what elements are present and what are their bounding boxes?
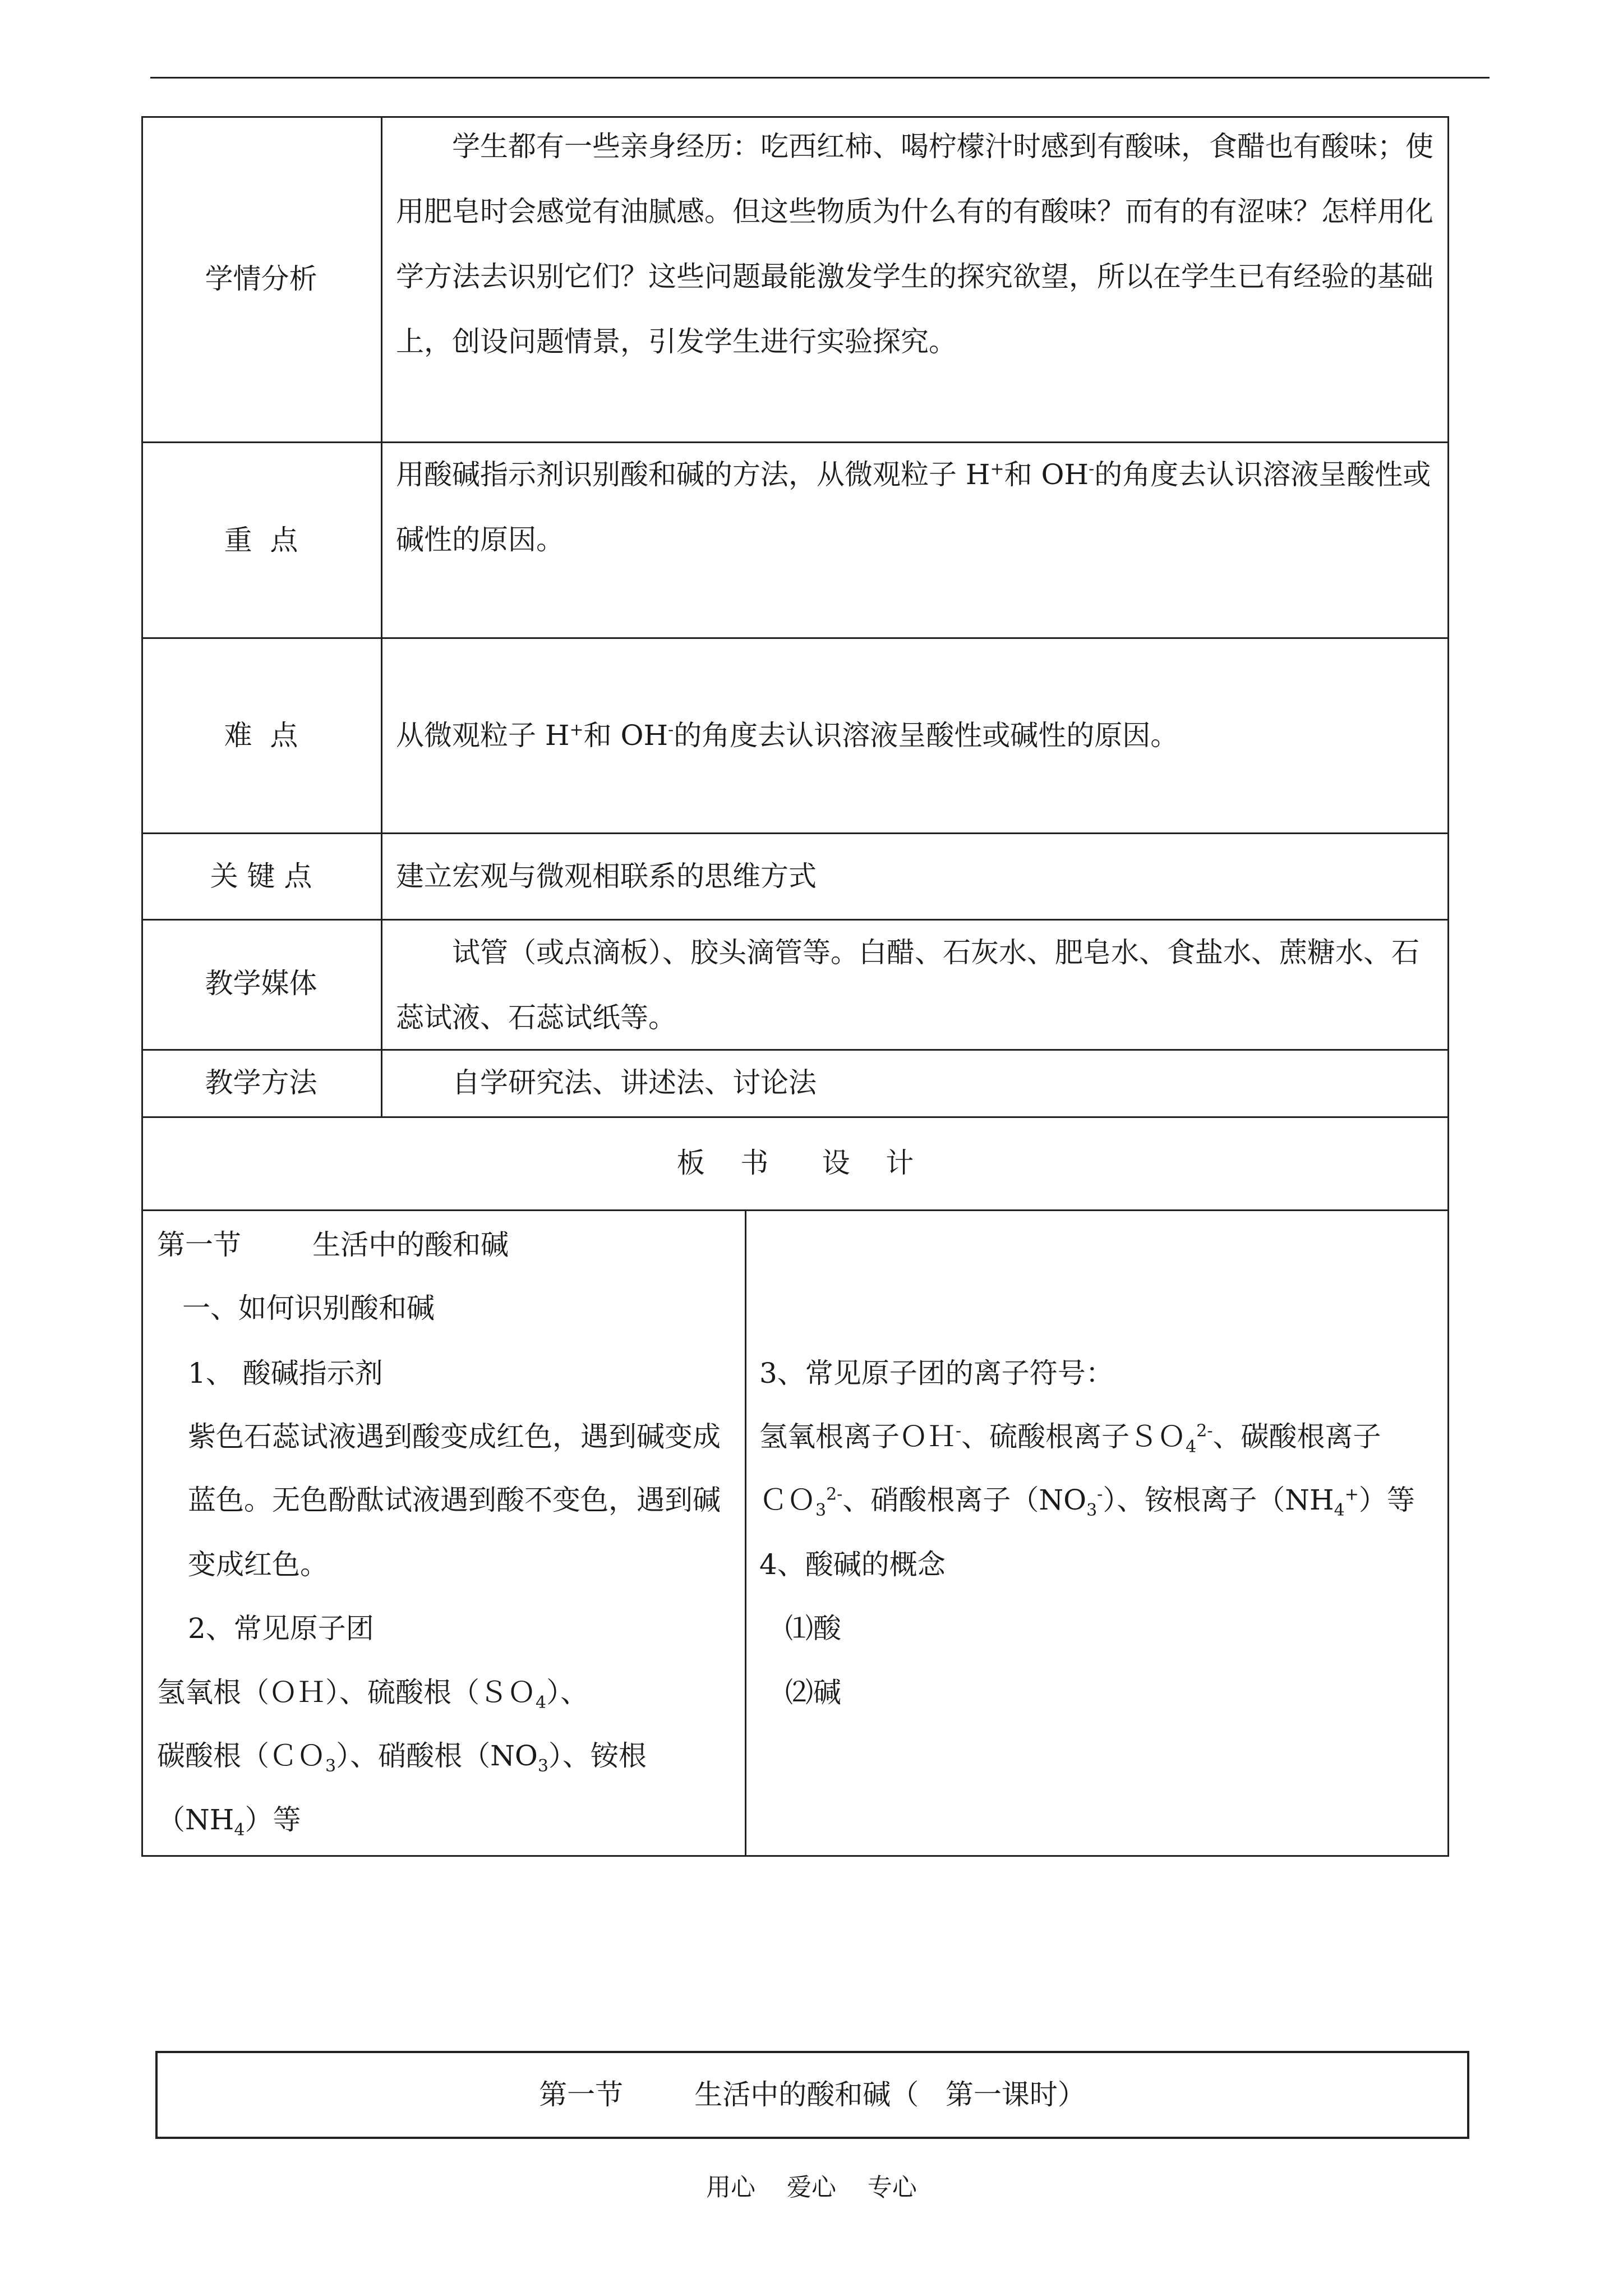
row-label-key-point: 重 点 — [224, 524, 298, 556]
board-left-line: 碳酸根（ＣＯ$_3$）、硝酸根$(NO_3)$、铵根 — [157, 1740, 647, 1776]
difficulty-text: 从微观粒子 H+和 OH-的角度去认识溶液呈酸性或碱性的原因。 — [396, 719, 1179, 752]
row-label-difficulty: 难 点 — [224, 719, 298, 752]
key-concept-text: 建立宏观与微观相联系的思维方式 — [396, 860, 817, 892]
board-left-line: 2、常见原子团 — [188, 1612, 374, 1645]
board-right-line: 氢氧根离子ＯＨ-、硫酸根离子ＳＯ$_4^{2-}$、碳酸根离子 — [759, 1420, 1381, 1457]
row-divider — [141, 637, 1449, 639]
board-column-divider — [745, 1209, 746, 1857]
board-left-line: 蓝色。无色酚酞试液遇到酸不变色，遇到碱 — [188, 1484, 721, 1516]
board-right-line: ⑴酸 — [785, 1612, 841, 1645]
row-label-key-concept: 关 键 点 — [210, 860, 312, 892]
key-point-text: 用酸碱指示剂识别酸和碱的方法，从微观粒子 H+和 OH-的角度去认识溶液呈酸性或碱性的原因。 — [396, 458, 1431, 556]
board-left-line: $(NH_4)$等 — [157, 1803, 301, 1840]
board-left-line: 第一节 生活中的酸和碱 — [157, 1228, 509, 1261]
page-footer: 用心 爱心 专心 — [706, 2173, 917, 2202]
row-divider — [141, 832, 1449, 834]
board-right-line: 3、常见原子团的离子符号： — [759, 1357, 1114, 1389]
board-left-line: 一、如何识别酸和碱 — [182, 1292, 435, 1324]
row-divider — [141, 1209, 1449, 1211]
board-left-line: 1、 酸碱指示剂 — [188, 1357, 383, 1389]
board-left-line: 紫色石蕊试液遇到酸变成红色，遇到碱变成 — [188, 1420, 721, 1453]
board-right-line: ⑵碱 — [785, 1676, 841, 1709]
row-label-media: 教学媒体 — [205, 967, 317, 1000]
section-title: 第一节 生活中的酸和碱（ 第一课时） — [539, 2078, 1086, 2111]
board-right-line: 4、酸碱的概念 — [759, 1548, 946, 1581]
board-design-title: 板 书 设 计 — [676, 1147, 914, 1179]
row-label-method: 教学方法 — [205, 1066, 317, 1099]
row-divider — [141, 1116, 1449, 1118]
situation-text: 学生都有一些亲身经历：吃西红柿、喝柠檬汁时感到有酸味，食醋也有酸味；使用肥皂时会感觉有油腻感。但这些物质为什么有的有酸味？而有的有涩味？怎样用化学方法去识别它们？这些问题最能激发学生的探究欲望，所以在学生已有经验的基础上，创设问题情景，引发学生进行实验探究。 — [396, 130, 1433, 358]
label-column-divider — [381, 116, 382, 1116]
board-left-line: 氢氧根（ＯＨ）、硫酸根（ＳＯ$_4$）、 — [157, 1676, 589, 1713]
row-label-situation: 学情分析 — [205, 263, 317, 295]
board-right-line: ＣＯ$_3^{2-}$、硝酸根离子$(NO_3^-)$、铵根离子$(NH_4^+)$等 — [759, 1484, 1415, 1520]
header-rule — [150, 77, 1490, 79]
method-text: 自学研究法、讲述法、讨论法 — [452, 1066, 817, 1099]
board-left-line: 变成红色。 — [188, 1548, 328, 1581]
media-text: 试管（或点滴板）、胶头滴管等。白醋、石灰水、肥皂水、食盐水、蔗糖水、石蕊试液、石蕊试纸等。 — [396, 936, 1419, 1034]
